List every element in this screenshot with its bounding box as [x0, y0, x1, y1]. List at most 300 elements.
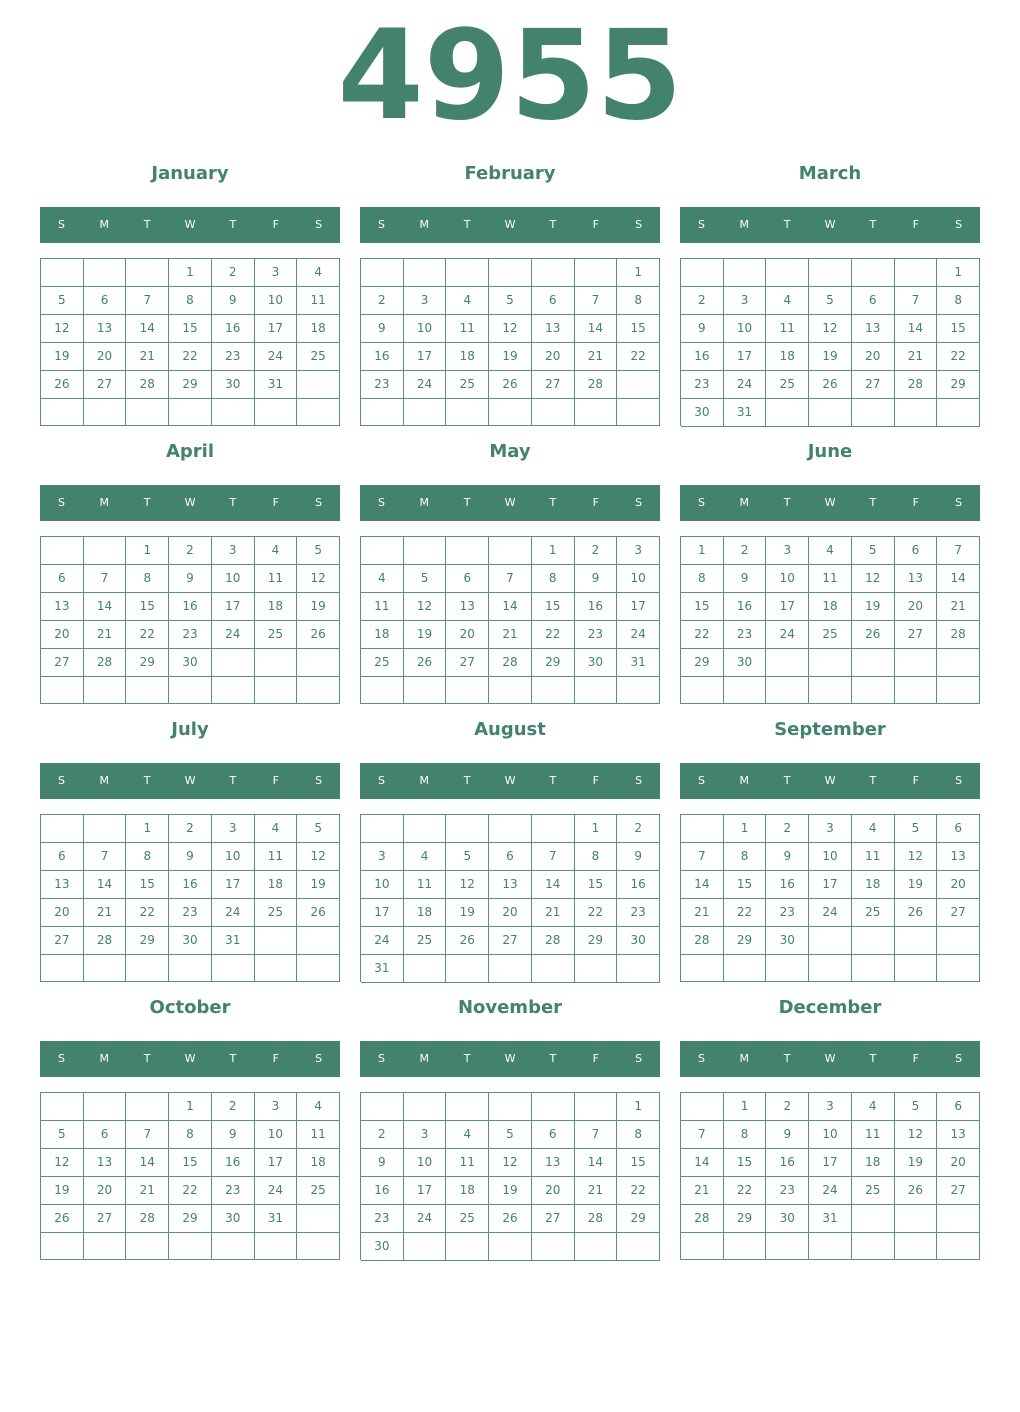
- day-cell: 15: [617, 1149, 660, 1177]
- day-cell: 2: [212, 1093, 255, 1121]
- empty-cell: [361, 677, 404, 704]
- empty-cell: [255, 677, 298, 704]
- day-cell: 31: [724, 399, 767, 427]
- day-cell: 25: [852, 899, 895, 927]
- day-cell: 19: [895, 1149, 938, 1177]
- day-cell: 15: [681, 593, 724, 621]
- empty-cell: [852, 955, 895, 982]
- empty-cell: [404, 537, 447, 565]
- day-cell: 6: [532, 287, 575, 315]
- weekday-label: M: [419, 1052, 430, 1065]
- day-cell: 11: [361, 593, 404, 621]
- empty-cell: [489, 955, 532, 983]
- day-cell: 1: [724, 815, 767, 843]
- day-cell: 21: [489, 621, 532, 649]
- day-cell: 19: [489, 1177, 532, 1205]
- day-cell: 3: [212, 537, 255, 565]
- empty-cell: [532, 259, 575, 287]
- day-cell: 18: [852, 1149, 895, 1177]
- day-cell: 24: [404, 371, 447, 399]
- weekday-label: W: [504, 218, 516, 231]
- day-cell: 1: [126, 537, 169, 565]
- day-cell: 6: [41, 843, 84, 871]
- day-cell: 7: [681, 843, 724, 871]
- day-cell: 16: [169, 593, 212, 621]
- weekday-label: F: [592, 218, 599, 231]
- day-cell: 17: [809, 1149, 852, 1177]
- day-cell: 30: [575, 649, 618, 677]
- day-cell: 25: [297, 343, 340, 371]
- day-cell: 13: [41, 871, 84, 899]
- day-cell: 4: [446, 287, 489, 315]
- empty-cell: [404, 1233, 447, 1261]
- day-cell: 26: [895, 1177, 938, 1205]
- weekday-label: M: [99, 496, 110, 509]
- day-cell: 7: [532, 843, 575, 871]
- day-cell: 25: [297, 1177, 340, 1205]
- day-cell: 31: [809, 1205, 852, 1233]
- weekday-label: T: [783, 218, 791, 231]
- day-cell: 29: [532, 649, 575, 677]
- day-cell: 14: [489, 593, 532, 621]
- weekday-label: F: [912, 774, 919, 787]
- empty-cell: [212, 1233, 255, 1260]
- day-cell: 7: [895, 287, 938, 315]
- day-cell: 20: [84, 343, 127, 371]
- weekday-label: F: [272, 774, 279, 787]
- day-cell: 18: [297, 315, 340, 343]
- day-cell: 7: [84, 565, 127, 593]
- day-cell: 14: [681, 1149, 724, 1177]
- day-cell: 14: [681, 871, 724, 899]
- day-cell: 6: [489, 843, 532, 871]
- empty-cell: [617, 955, 660, 983]
- day-cell: 7: [126, 1121, 169, 1149]
- day-cell: 18: [852, 871, 895, 899]
- day-cell: 13: [852, 315, 895, 343]
- weekday-label: F: [592, 496, 599, 509]
- empty-cell: [724, 677, 767, 704]
- day-cell: 17: [361, 899, 404, 927]
- day-cell: 10: [809, 1121, 852, 1149]
- empty-cell: [895, 649, 938, 677]
- day-cell: 30: [212, 371, 255, 399]
- day-cell: 8: [126, 565, 169, 593]
- empty-cell: [84, 815, 127, 843]
- weekday-label: F: [592, 774, 599, 787]
- weekday-label: S: [955, 496, 963, 509]
- weekday-label: S: [57, 496, 65, 509]
- empty-cell: [724, 1233, 767, 1260]
- day-cell: 5: [852, 537, 895, 565]
- empty-cell: [126, 399, 169, 426]
- empty-cell: [617, 1233, 660, 1261]
- weekday-label: W: [184, 218, 196, 231]
- day-cell: 20: [41, 899, 84, 927]
- day-cell: 24: [809, 899, 852, 927]
- empty-cell: [575, 1093, 618, 1121]
- day-cell: 9: [169, 565, 212, 593]
- empty-cell: [575, 399, 618, 426]
- empty-cell: [169, 1233, 212, 1260]
- day-cell: 18: [766, 343, 809, 371]
- day-cell: 10: [212, 843, 255, 871]
- weekday-header: [40, 763, 340, 799]
- empty-cell: [212, 399, 255, 426]
- days-grid: [680, 814, 980, 982]
- day-cell: 27: [852, 371, 895, 399]
- day-cell: 30: [766, 927, 809, 955]
- month-title: September: [774, 719, 886, 740]
- day-cell: 26: [297, 899, 340, 927]
- weekday-label: M: [99, 218, 110, 231]
- empty-cell: [681, 815, 724, 843]
- day-cell: 17: [617, 593, 660, 621]
- day-cell: 23: [169, 899, 212, 927]
- day-cell: 9: [766, 1121, 809, 1149]
- weekday-label: T: [869, 1052, 877, 1065]
- empty-cell: [446, 537, 489, 565]
- day-cell: 8: [126, 843, 169, 871]
- empty-cell: [404, 1093, 447, 1121]
- day-cell: 17: [404, 1177, 447, 1205]
- day-cell: 10: [809, 843, 852, 871]
- empty-cell: [41, 537, 84, 565]
- day-cell: 1: [575, 815, 618, 843]
- day-cell: 20: [532, 1177, 575, 1205]
- day-cell: 25: [255, 621, 298, 649]
- empty-cell: [852, 399, 895, 427]
- empty-cell: [724, 259, 767, 287]
- empty-cell: [446, 815, 489, 843]
- month-title: July: [171, 719, 209, 740]
- day-cell: 4: [852, 1093, 895, 1121]
- weekday-label: S: [57, 1052, 65, 1065]
- day-cell: 29: [575, 927, 618, 955]
- weekday-label: S: [635, 496, 643, 509]
- empty-cell: [532, 955, 575, 983]
- day-cell: 3: [404, 287, 447, 315]
- day-cell: 14: [532, 871, 575, 899]
- day-cell: 7: [937, 537, 980, 565]
- day-cell: 8: [937, 287, 980, 315]
- day-cell: 29: [126, 649, 169, 677]
- weekday-label: S: [697, 1052, 705, 1065]
- day-cell: 22: [575, 899, 618, 927]
- day-cell: 9: [169, 843, 212, 871]
- weekday-label: W: [504, 774, 516, 787]
- day-cell: 12: [489, 315, 532, 343]
- empty-cell: [575, 259, 618, 287]
- weekday-label: S: [315, 218, 323, 231]
- day-cell: 14: [575, 1149, 618, 1177]
- day-cell: 25: [446, 371, 489, 399]
- day-cell: 22: [937, 343, 980, 371]
- month-title: April: [165, 441, 215, 462]
- empty-cell: [809, 649, 852, 677]
- weekday-header: [40, 485, 340, 521]
- empty-cell: [126, 1233, 169, 1260]
- day-cell: 11: [446, 315, 489, 343]
- empty-cell: [532, 815, 575, 843]
- day-cell: 23: [361, 1205, 404, 1233]
- day-cell: 23: [361, 371, 404, 399]
- weekday-label: M: [419, 774, 430, 787]
- day-cell: 8: [724, 843, 767, 871]
- day-cell: 23: [617, 899, 660, 927]
- weekday-label: T: [463, 496, 471, 509]
- empty-cell: [809, 399, 852, 427]
- day-cell: 21: [84, 899, 127, 927]
- empty-cell: [297, 927, 340, 955]
- day-cell: 12: [404, 593, 447, 621]
- day-cell: 10: [404, 1149, 447, 1177]
- empty-cell: [126, 677, 169, 704]
- weekday-label: M: [739, 496, 750, 509]
- empty-cell: [617, 399, 660, 426]
- empty-cell: [489, 259, 532, 287]
- day-cell: 16: [212, 315, 255, 343]
- day-cell: 15: [724, 1149, 767, 1177]
- day-cell: 12: [446, 871, 489, 899]
- day-cell: 12: [809, 315, 852, 343]
- day-cell: 7: [575, 287, 618, 315]
- day-cell: 3: [404, 1121, 447, 1149]
- day-cell: 5: [895, 815, 938, 843]
- day-cell: 4: [809, 537, 852, 565]
- day-cell: 4: [361, 565, 404, 593]
- day-cell: 14: [126, 1149, 169, 1177]
- day-cell: 19: [297, 593, 340, 621]
- day-cell: 16: [617, 871, 660, 899]
- empty-cell: [361, 399, 404, 426]
- day-cell: 15: [937, 315, 980, 343]
- day-cell: 21: [532, 899, 575, 927]
- day-cell: 1: [169, 259, 212, 287]
- day-cell: 23: [575, 621, 618, 649]
- empty-cell: [724, 955, 767, 982]
- day-cell: 31: [255, 1205, 298, 1233]
- day-cell: 5: [895, 1093, 938, 1121]
- day-cell: 16: [361, 1177, 404, 1205]
- empty-cell: [84, 677, 127, 704]
- day-cell: 1: [126, 815, 169, 843]
- year-title: 4955: [337, 4, 683, 148]
- day-cell: 9: [212, 287, 255, 315]
- weekday-label: S: [57, 774, 65, 787]
- empty-cell: [404, 955, 447, 983]
- empty-cell: [937, 1205, 980, 1233]
- day-cell: 10: [724, 315, 767, 343]
- day-cell: 14: [575, 315, 618, 343]
- day-cell: 9: [681, 315, 724, 343]
- empty-cell: [297, 955, 340, 982]
- day-cell: 6: [937, 815, 980, 843]
- month-title: October: [149, 997, 231, 1018]
- empty-cell: [169, 399, 212, 426]
- day-cell: 27: [532, 1205, 575, 1233]
- day-cell: 8: [532, 565, 575, 593]
- weekday-label: M: [99, 774, 110, 787]
- day-cell: 15: [169, 315, 212, 343]
- day-cell: 26: [41, 1205, 84, 1233]
- day-cell: 22: [169, 1177, 212, 1205]
- empty-cell: [297, 649, 340, 677]
- weekday-label: T: [783, 774, 791, 787]
- empty-cell: [212, 677, 255, 704]
- empty-cell: [404, 815, 447, 843]
- day-cell: 20: [852, 343, 895, 371]
- weekday-label: M: [739, 218, 750, 231]
- empty-cell: [681, 1233, 724, 1260]
- day-cell: 11: [852, 1121, 895, 1149]
- weekday-label: T: [869, 218, 877, 231]
- day-cell: 28: [681, 927, 724, 955]
- days-grid: [680, 258, 980, 426]
- weekday-label: S: [955, 1052, 963, 1065]
- day-cell: 3: [809, 1093, 852, 1121]
- day-cell: 6: [852, 287, 895, 315]
- day-cell: 31: [212, 927, 255, 955]
- empty-cell: [297, 371, 340, 399]
- day-cell: 28: [575, 1205, 618, 1233]
- empty-cell: [895, 399, 938, 427]
- empty-cell: [937, 677, 980, 704]
- day-cell: 25: [852, 1177, 895, 1205]
- day-cell: 21: [126, 1177, 169, 1205]
- day-cell: 30: [212, 1205, 255, 1233]
- day-cell: 24: [255, 1177, 298, 1205]
- weekday-label: M: [739, 1052, 750, 1065]
- day-cell: 19: [809, 343, 852, 371]
- days-grid: [680, 536, 980, 704]
- empty-cell: [575, 1233, 618, 1261]
- weekday-label: S: [377, 774, 385, 787]
- empty-cell: [212, 649, 255, 677]
- day-cell: 8: [681, 565, 724, 593]
- day-cell: 12: [41, 315, 84, 343]
- day-cell: 25: [404, 927, 447, 955]
- day-cell: 27: [489, 927, 532, 955]
- empty-cell: [937, 399, 980, 427]
- day-cell: 26: [895, 899, 938, 927]
- weekday-label: T: [229, 1052, 237, 1065]
- empty-cell: [84, 1093, 127, 1121]
- day-cell: 17: [404, 343, 447, 371]
- day-cell: 21: [895, 343, 938, 371]
- empty-cell: [489, 677, 532, 704]
- empty-cell: [212, 955, 255, 982]
- empty-cell: [41, 399, 84, 426]
- day-cell: 13: [532, 1149, 575, 1177]
- day-cell: 3: [617, 537, 660, 565]
- day-cell: 10: [617, 565, 660, 593]
- day-cell: 3: [361, 843, 404, 871]
- empty-cell: [809, 1233, 852, 1260]
- empty-cell: [297, 1205, 340, 1233]
- empty-cell: [575, 677, 618, 704]
- empty-cell: [446, 399, 489, 426]
- month-title: February: [464, 163, 556, 184]
- weekday-header: [680, 485, 980, 521]
- day-cell: 4: [297, 259, 340, 287]
- day-cell: 20: [937, 871, 980, 899]
- day-cell: 19: [297, 871, 340, 899]
- day-cell: 19: [446, 899, 489, 927]
- day-cell: 19: [852, 593, 895, 621]
- day-cell: 20: [446, 621, 489, 649]
- day-cell: 25: [809, 621, 852, 649]
- empty-cell: [41, 1233, 84, 1260]
- day-cell: 2: [766, 1093, 809, 1121]
- days-grid: [360, 814, 660, 982]
- day-cell: 20: [895, 593, 938, 621]
- day-cell: 29: [169, 371, 212, 399]
- day-cell: 17: [766, 593, 809, 621]
- empty-cell: [446, 1233, 489, 1261]
- empty-cell: [681, 677, 724, 704]
- weekday-label: F: [912, 218, 919, 231]
- day-cell: 28: [895, 371, 938, 399]
- day-cell: 3: [212, 815, 255, 843]
- weekday-label: T: [549, 1052, 557, 1065]
- day-cell: 18: [255, 593, 298, 621]
- day-cell: 27: [937, 899, 980, 927]
- day-cell: 28: [126, 371, 169, 399]
- day-cell: 11: [297, 1121, 340, 1149]
- empty-cell: [766, 649, 809, 677]
- day-cell: 3: [809, 815, 852, 843]
- day-cell: 24: [617, 621, 660, 649]
- day-cell: 21: [575, 343, 618, 371]
- weekday-label: W: [824, 1052, 836, 1065]
- day-cell: 1: [617, 259, 660, 287]
- day-cell: 27: [84, 371, 127, 399]
- day-cell: 16: [212, 1149, 255, 1177]
- weekday-header: [360, 207, 660, 243]
- day-cell: 19: [41, 343, 84, 371]
- day-cell: 10: [212, 565, 255, 593]
- day-cell: 27: [41, 649, 84, 677]
- day-cell: 29: [724, 927, 767, 955]
- day-cell: 9: [617, 843, 660, 871]
- day-cell: 4: [297, 1093, 340, 1121]
- day-cell: 10: [255, 287, 298, 315]
- weekday-label: W: [824, 218, 836, 231]
- day-cell: 30: [617, 927, 660, 955]
- day-cell: 4: [766, 287, 809, 315]
- weekday-header: [40, 1041, 340, 1077]
- day-cell: 29: [681, 649, 724, 677]
- empty-cell: [766, 399, 809, 427]
- day-cell: 15: [126, 871, 169, 899]
- day-cell: 16: [169, 871, 212, 899]
- days-grid: [360, 258, 660, 426]
- day-cell: 10: [404, 315, 447, 343]
- day-cell: 16: [766, 1149, 809, 1177]
- day-cell: 20: [937, 1149, 980, 1177]
- day-cell: 12: [297, 565, 340, 593]
- weekday-label: F: [272, 1052, 279, 1065]
- day-cell: 13: [84, 1149, 127, 1177]
- day-cell: 4: [255, 537, 298, 565]
- day-cell: 14: [84, 593, 127, 621]
- weekday-header: [680, 207, 980, 243]
- day-cell: 11: [852, 843, 895, 871]
- day-cell: 28: [126, 1205, 169, 1233]
- day-cell: 9: [766, 843, 809, 871]
- empty-cell: [297, 399, 340, 426]
